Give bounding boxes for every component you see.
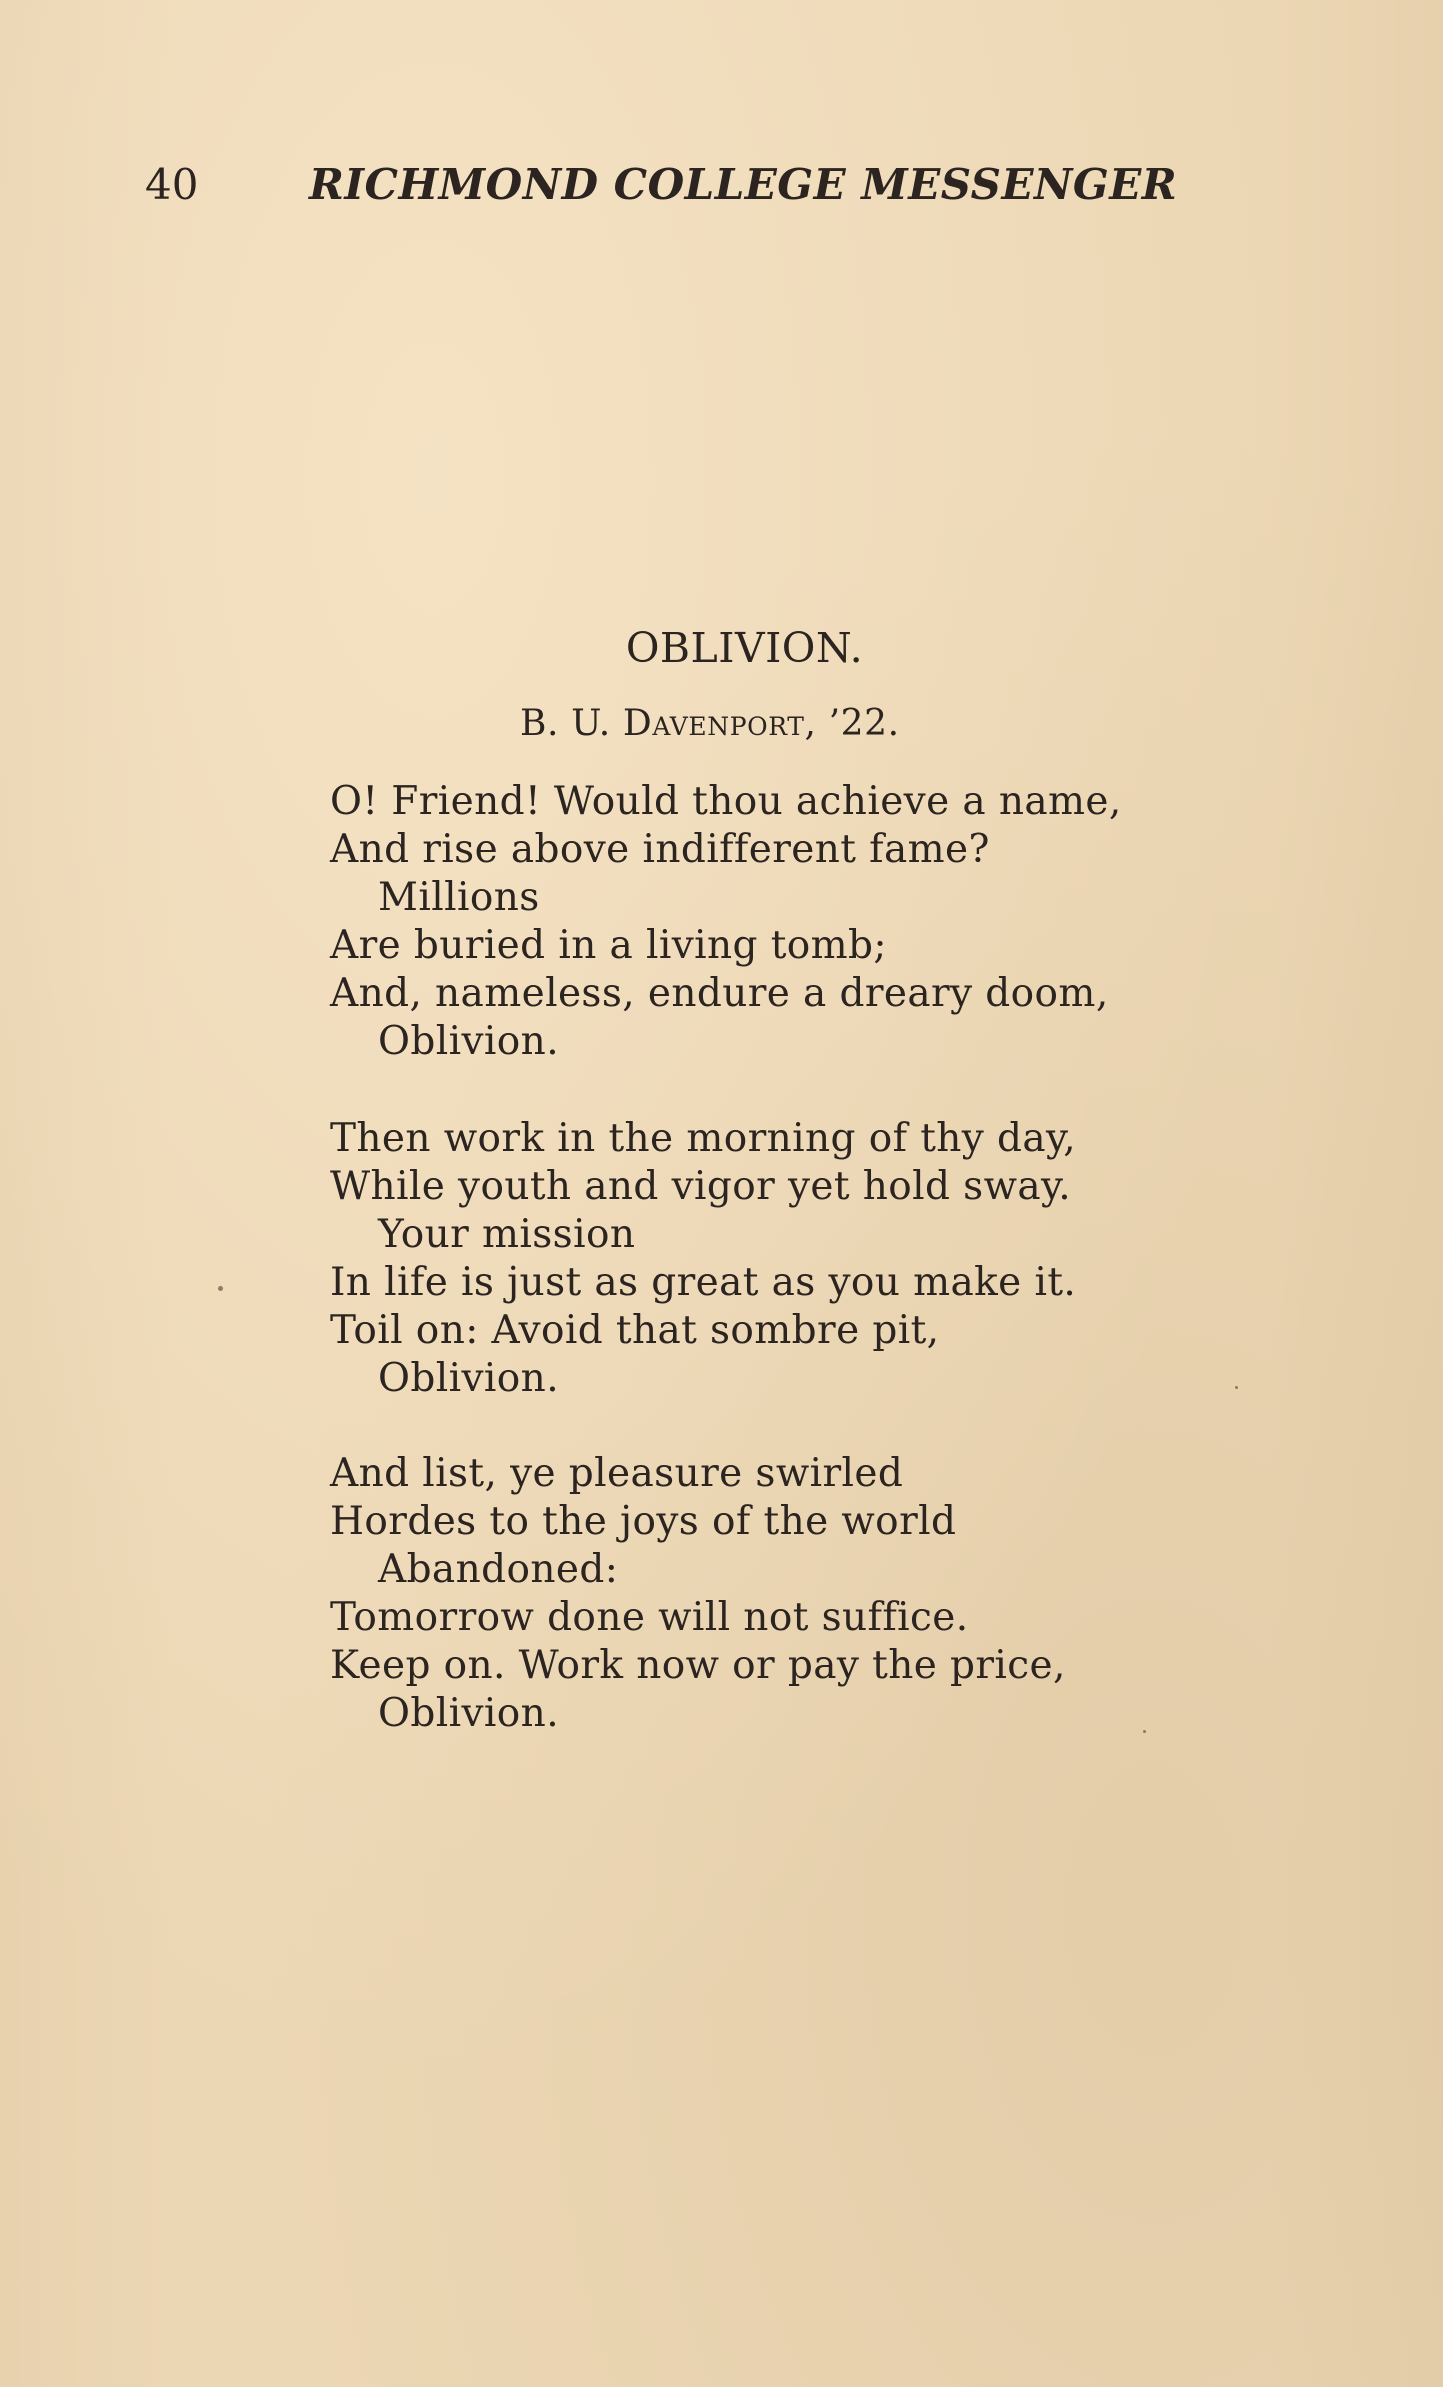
paper-speck	[218, 1286, 223, 1291]
journal-title: RICHMOND COLLEGE MESSENGER	[309, 160, 1178, 209]
poem-line-indented: Your mission	[378, 1212, 636, 1257]
poem-line: O! Friend! Would thou achieve a name,	[330, 779, 1122, 824]
poem-line: In life is just as great as you make it.	[330, 1260, 1077, 1305]
stanza-3	[330, 1450, 1210, 1738]
poem-line: While youth and vigor yet hold sway.	[330, 1164, 1072, 1209]
stanza-1	[330, 778, 1210, 1066]
poem-line: Toil on: Avoid that sombre pit,	[330, 1308, 940, 1353]
paper-speck	[1235, 1386, 1238, 1389]
poem-line-indented: Millions	[378, 875, 540, 920]
poem-line: Tomorrow done will not suffice.	[330, 1595, 969, 1640]
poem-line: And, nameless, endure a dreary doom,	[330, 971, 1109, 1016]
poem-byline	[520, 694, 900, 754]
running-head	[145, 150, 1195, 220]
poem-refrain: Oblivion.	[378, 1691, 559, 1736]
poem-line: Keep on. Work now or pay the price,	[330, 1643, 1066, 1688]
page-number: 40	[145, 160, 199, 209]
poem-line: Hordes to the joys of the world	[330, 1499, 957, 1544]
poem-line: Are buried in a living tomb;	[330, 923, 887, 968]
poem-refrain: Oblivion.	[378, 1356, 559, 1401]
poem-line: And list, ye pleasure swirled	[330, 1451, 904, 1496]
paper-speck	[1143, 1730, 1146, 1733]
poem-line-indented: Abandoned:	[378, 1547, 619, 1592]
author-class: , ’22.	[804, 703, 900, 744]
author-initials: B. U.	[520, 703, 611, 744]
poem-line: And rise above indifferent fame?	[330, 827, 990, 872]
poem-line: Then work in the morning of thy day,	[330, 1116, 1077, 1161]
poem-refrain: Oblivion.	[378, 1019, 559, 1064]
poem-title: OBLIVION.	[625, 624, 864, 672]
author-surname: Davenport	[622, 703, 805, 744]
stanza-2	[330, 1115, 1210, 1403]
